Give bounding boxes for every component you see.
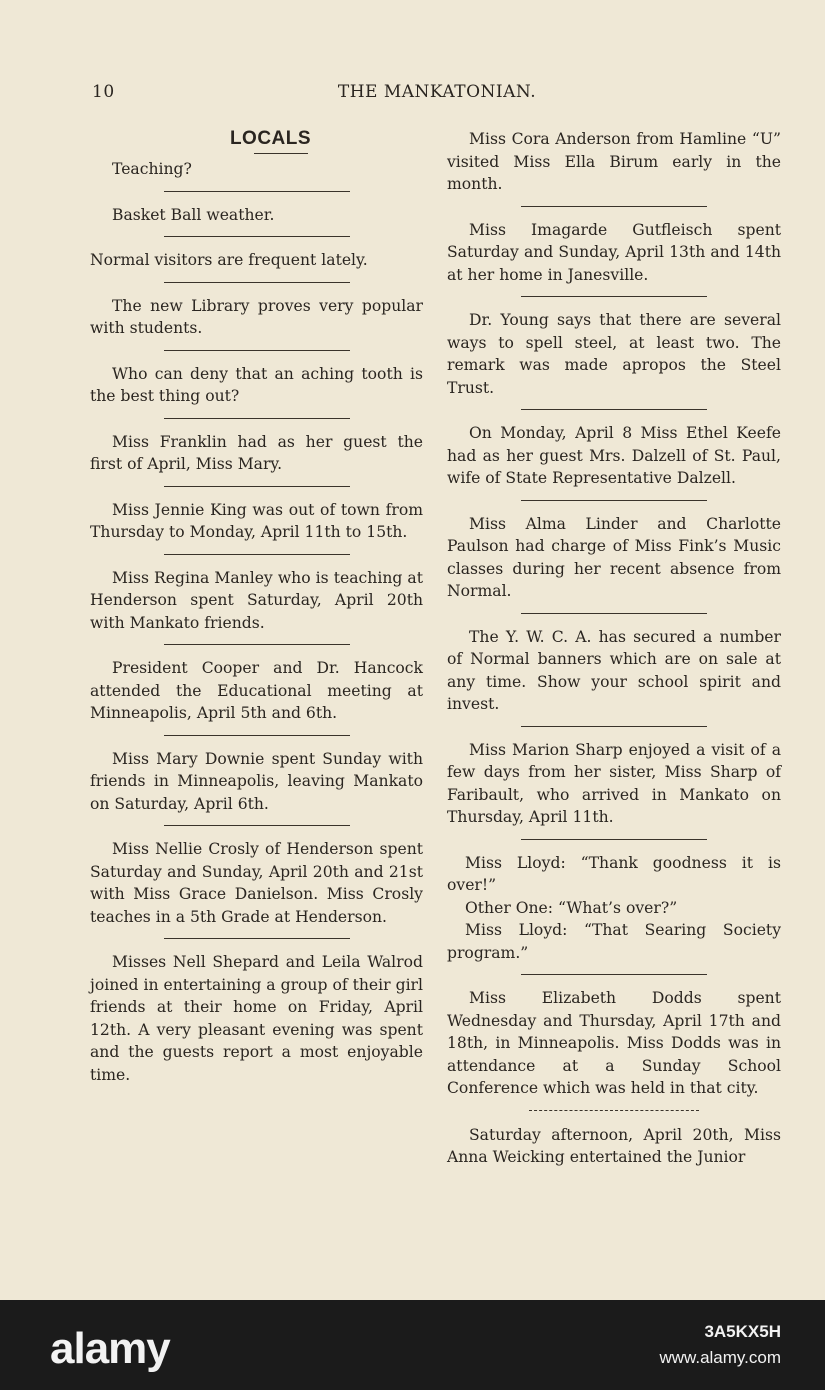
local-item: [90, 431, 423, 476]
local-item: [90, 951, 423, 1086]
item-text: The Y. W. C. A. has secured a number of Normal banners which are on sale at any time. Show your school spirit and invest.: [447, 627, 781, 713]
item-text: Miss Marion Sharp enjoyed a visit of a few days from her sister, Miss Sharp of Faribault, who arrived in Mankato on Thursday, April 11th.: [447, 740, 781, 826]
page-header: [92, 82, 782, 106]
local-item: [447, 422, 781, 490]
item-text: Miss Jennie King was out of town from Thursday to Monday, April 11th to 15th.: [90, 500, 423, 541]
running-title: THE MANKATONIAN.: [337, 82, 537, 102]
local-item: [447, 987, 781, 1100]
separator-rule: [521, 726, 707, 727]
dialog-line: Other One: “What’s over?”: [465, 898, 678, 917]
page-number: 10: [92, 82, 115, 102]
separator-rule: [521, 613, 707, 614]
item-text: Basket Ball weather.: [112, 205, 275, 224]
item-text: Miss Mary Downie spent Sunday with friends in Minneapolis, leaving Mankato on Saturday, April 6th.: [90, 749, 423, 813]
item-text: Dr. Young says that there are several ways to spell steel, at least two. The remark was made apropos the Steel Trust.: [447, 311, 781, 397]
separator-rule: [521, 974, 707, 975]
separator-rule: [164, 486, 350, 487]
separator-rule: [521, 839, 707, 840]
local-item: [447, 739, 781, 829]
item-text: Saturday afternoon, April 20th, Miss Anna Weicking entertained the Junior: [447, 1125, 781, 1166]
separator-rule: [164, 554, 350, 555]
item-text: Normal visitors are frequent lately.: [90, 251, 368, 269]
item-text: On Monday, April 8 Miss Ethel Keefe had as her guest Mrs. Dalzell of St. Paul, wife of State Representative Dalzell.: [447, 424, 781, 487]
local-item: [90, 295, 423, 340]
local-item: [90, 657, 423, 725]
dialog-line: Miss Lloyd: “That Searing Society program.”: [447, 921, 781, 962]
stock-url: www.alamy.com: [659, 1348, 781, 1367]
separator-rule: [164, 282, 350, 283]
local-item: [447, 128, 781, 196]
local-item: [90, 838, 423, 928]
local-item: [90, 249, 423, 272]
separator-rule: [521, 500, 707, 501]
local-item: [90, 363, 423, 408]
separator-rule: [164, 236, 350, 237]
dialog-item: [447, 852, 781, 965]
separator-rule: [164, 418, 350, 419]
watermark-footer: [0, 1300, 825, 1390]
section-title-locals: LOCALS: [229, 128, 312, 149]
local-item: [447, 309, 781, 399]
separator-rule: [521, 409, 707, 410]
item-text: Miss Imagarde Gutfleisch spent Saturday and Sunday, April 13th and 14th at her home in Janesville.: [447, 220, 781, 284]
right-column: [447, 128, 781, 1169]
local-item: [447, 513, 781, 603]
alamy-logo: alamy: [50, 1324, 170, 1373]
local-item: [90, 158, 423, 181]
local-item: [90, 499, 423, 544]
local-item: [447, 1124, 781, 1169]
item-text: Miss Elizabeth Dodds spent Wednesday and Thursday, April 17th and 18th, in Minneapolis. Miss Dodds was in attendance at a Sunday School Conference which was held in that city.: [447, 989, 781, 1097]
dialog-line: Miss Lloyd: “Thank goodness it is over!”: [447, 853, 781, 894]
separator-rule: [529, 1110, 699, 1112]
local-item: [90, 748, 423, 816]
separator-rule: [164, 350, 350, 351]
item-text: Teaching?: [112, 160, 192, 178]
stock-id: 3A5KX5H: [704, 1322, 781, 1341]
separator-rule: [521, 296, 707, 297]
separator-rule: [164, 644, 350, 645]
left-column: [90, 128, 423, 1086]
separator-rule: [521, 206, 707, 207]
local-item: [447, 219, 781, 287]
local-item: [447, 626, 781, 716]
separator-rule: [164, 735, 350, 736]
item-text: The new Library proves very popular with students.: [90, 296, 423, 337]
item-text: Miss Regina Manley who is teaching at Henderson spent Saturday, April 20th with Mankato friends.: [90, 568, 423, 632]
item-text: Who can deny that an aching tooth is the best thing out?: [90, 364, 423, 405]
title-underline: [254, 153, 308, 154]
local-item: [90, 567, 423, 635]
separator-rule: [164, 938, 350, 939]
item-text: Misses Nell Shepard and Leila Walrod joined in entertaining a group of their girl friends at their home on Friday, April 12th. A very pleasant evening was spent and the guests report a most enjoyable time.: [90, 953, 423, 1084]
item-text: Miss Cora Anderson from Hamline “U” visited Miss Ella Birum early in the month.: [447, 130, 781, 193]
item-text: Miss Alma Linder and Charlotte Paulson had charge of Miss Fink’s Music classes during her recent absence from Normal.: [447, 514, 781, 600]
item-text: Miss Franklin had as her guest the first of April, Miss Mary.: [90, 432, 423, 473]
item-text: Miss Nellie Crosly of Henderson spent Saturday and Sunday, April 20th and 21st with Miss Grace Danielson. Miss Crosly teaches in a 5th Grade at Henderson.: [90, 840, 423, 926]
item-text: President Cooper and Dr. Hancock attended the Educational meeting at Minneapolis, April 5th and 6th.: [90, 659, 423, 722]
separator-rule: [164, 825, 350, 826]
local-item: [90, 204, 423, 227]
separator-rule: [164, 191, 350, 192]
